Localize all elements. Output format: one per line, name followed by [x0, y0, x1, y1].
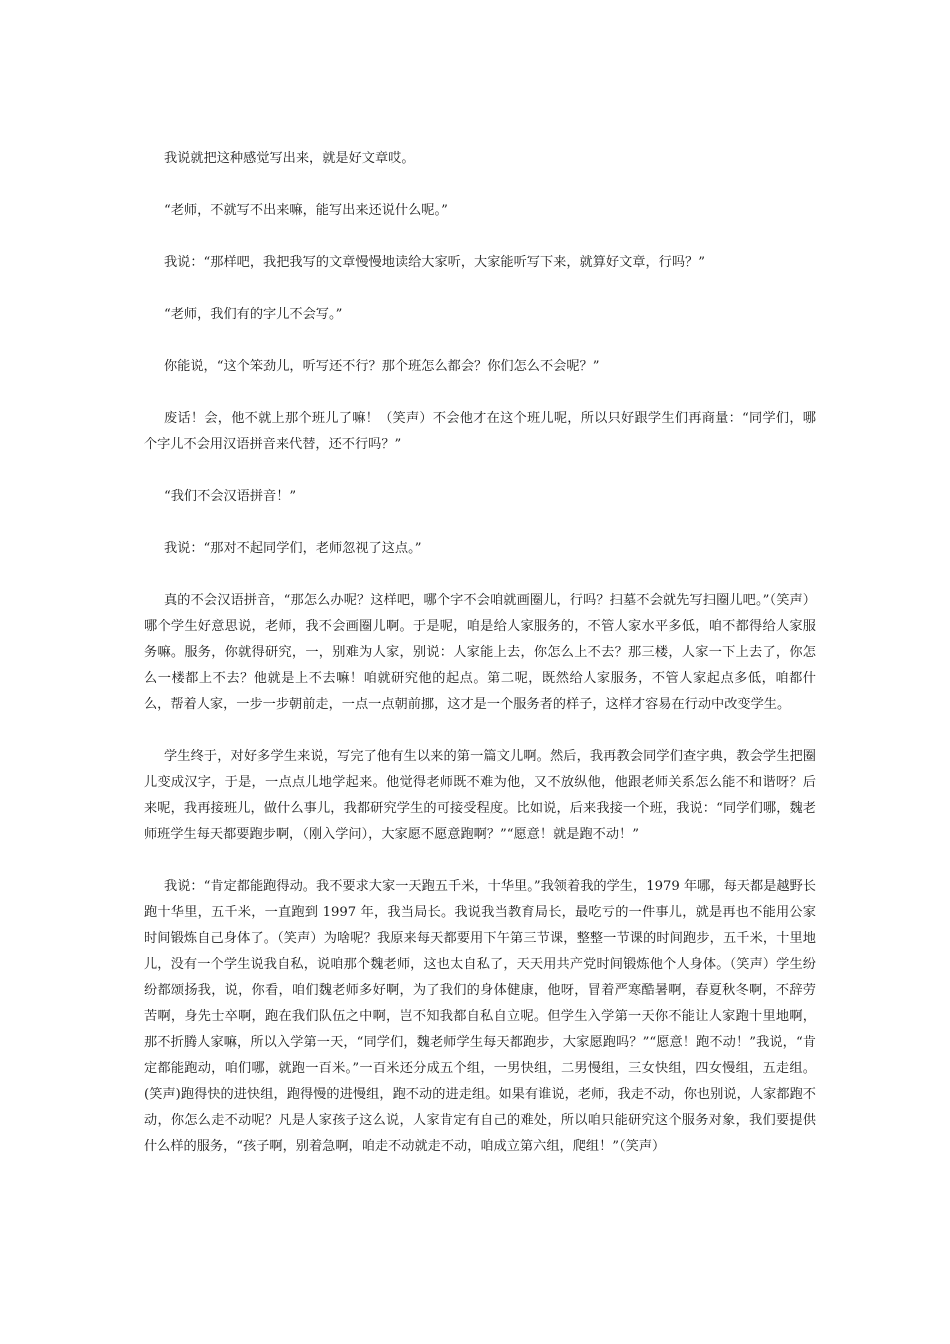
paragraph: 学生终于，对好多学生来说，写完了他有生以来的第一篇文儿啊。然后，我再教会同学们查字典，教会学生把圈儿变成汉字，于是，一点点儿地学起来。他觉得老师既不难为他，又不放纵他，他跟老师关系怎么能不和谐呀？后来呢，我再接班儿，做什么事儿，我都研究学生的可接受程度。比如说，后来我接一个班，我说：“同学们哪，魏老师班学生每天都要跑步啊，（刚入学问），大家愿不愿意跑啊？”“愿意！就是跑不动！”	[144, 749, 816, 842]
paragraph: 真的不会汉语拼音，“那怎么办呢？这样吧，哪个字不会咱就画圈儿，行吗？扫墓不会就先写扫圈儿吧。”（笑声）哪个学生好意思说，老师，我不会画圈儿啊。于是呢，咱是给人家服务的，不管人家水平多低，咱不都得给人家服务嘛。服务，你就得研究，一，别难为人家，别说：人家能上去，你怎么上不去？那三楼，人家一下上去了，你怎么一楼都上不去？他就是上不去嘛！咱就研究他的起点。第二呢，既然给人家服务，不管人家起点多低，咱都什么，帮着人家，一步一步朝前走，一点一点朝前挪，这才是一个服务者的样子，这样才容易在行动中改变学生。	[144, 593, 816, 712]
paragraph: 我说：“肯定都能跑得动。我不要求大家一天跑五千米，十华里。”我领着我的学生，1979 年哪，每天都是越野长跑十华里，五千米，一直跑到 1997 年，我当局长。我说我当教育局长，最吃亏的一件事儿，就是再也不能用公家时间锻炼自己身体了。（笑声）为啥呢？我原来每天都要用下午第三节课，整整一节课的时间跑步，五千米，十里地儿，没有一个学生说我自私，说咱那个魏老师，这也太自私了，天天用共产党时间锻炼他个人身体。（笑声）学生纷纷都颂扬我，说，你看，咱们魏老师多好啊，为了我们的身体健康，他呀，冒着严寒酷暑啊，春夏秋冬啊，不辞劳苦啊，身先士卒啊，跑在我们队伍之中啊，岂不知我都自私自立呢。但学生入学第一天你不能让人家跑十里地啊，那不折腾人家嘛，所以入学第一天，“同学们，魏老师学生每天都跑步，大家愿跑吗？”“愿意！跑不动！”我说，“肯定都能跑动，咱们哪，就跑一百米。”一百米还分成五个组，一男快组，二男慢组，三女快组，四女慢组，五走组。(笑声)跑得快的进快组，跑得慢的进慢组，跑不动的进走组。如果有谁说，老师，我走不动，你也别说，人家都跑不动，你怎么走不动呢？凡是人家孩子这么说，人家肯定有自己的难处，所以咱只能研究这个服务对象，我们要提供什么样的服务，“孩子啊，别着急啊，咱走不动就走不动，咱成立第六组，爬组！”（笑声）	[144, 879, 816, 1154]
paragraph: 我说：“那对不起同学们，老师忽视了这点。”	[164, 541, 422, 556]
paragraph: 废话！会，他不就上那个班儿了嘛！（笑声）不会他才在这个班儿呢，所以只好跟学生们再商量：“同学们，哪个字儿不会用汉语拼音来代替，还不行吗？”	[144, 411, 816, 452]
paragraph: “老师，我们有的字儿不会写。”	[164, 307, 343, 322]
paragraph: “我们不会汉语拼音！”	[164, 489, 297, 504]
paragraph: 我说：“那样吧，我把我写的文章慢慢地读给大家听，大家能听写下来，就算好文章，行吗？”	[164, 255, 705, 270]
document-body	[144, 146, 816, 1186]
paragraph: 你能说，“这个笨劲儿，听写还不行？那个班怎么都会？你们怎么不会呢？”	[164, 359, 600, 374]
paragraph: “老师，不就写不出来嘛，能写出来还说什么呢。”	[164, 203, 448, 218]
paragraph: 我说就把这种感觉写出来，就是好文章哎。	[164, 151, 415, 166]
